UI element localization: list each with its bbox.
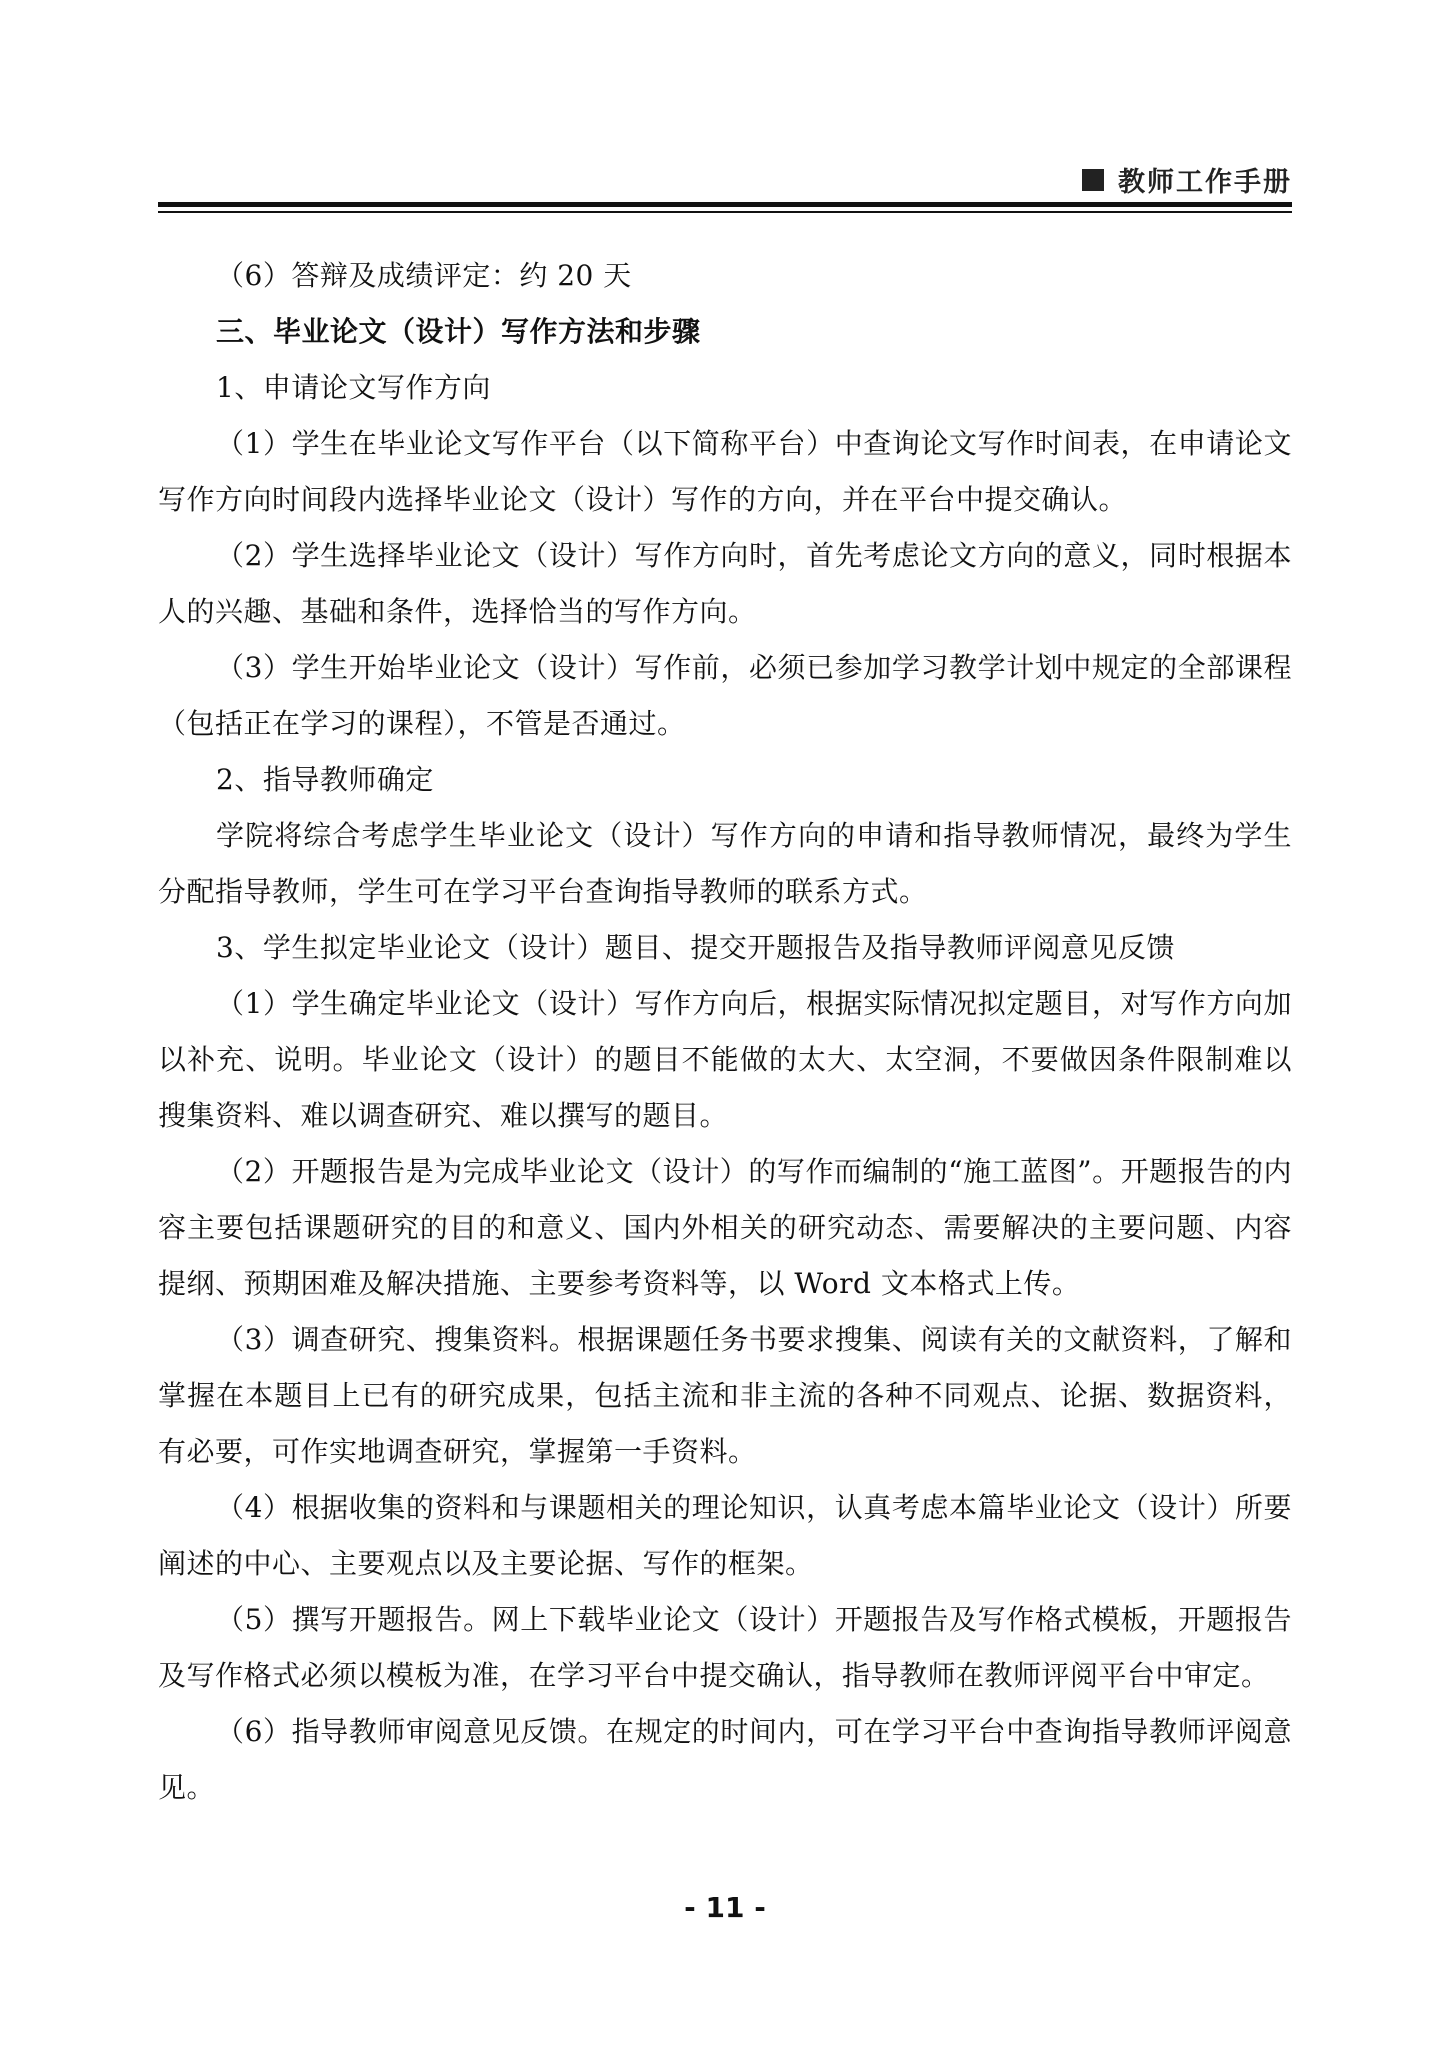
header-rule-thick (158, 202, 1292, 207)
subheading-1: 1、申请论文写作方向 (216, 371, 491, 404)
paragraph-3-6: （6）指导教师审阅意见反馈。在规定的时间内，可在学习平台中查询指导教师评阅意见。 (158, 1715, 1292, 1804)
paragraph-2: 学院将综合考虑学生毕业论文（设计）写作方向的申请和指导教师情况，最终为学生分配指导教师，学生可在学习平台查询指导教师的联系方式。 (158, 819, 1292, 908)
paragraph-item-6-timeline: （6）答辩及成绩评定：约 20 天 (216, 259, 632, 292)
section-heading-3: 三、毕业论文（设计）写作方法和步骤 (216, 315, 701, 348)
header-title: 教师工作手册 (1118, 167, 1292, 198)
paragraph-1-3: （3）学生开始毕业论文（设计）写作前，必须已参加学习教学计划中规定的全部课程（包括正在学习的课程），不管是否通过。 (158, 651, 1292, 740)
paragraph-3-1: （1）学生确定毕业论文（设计）写作方向后，根据实际情况拟定题目，对写作方向加以补充、说明。毕业论文（设计）的题目不能做的太大、太空洞，不要做因条件限制难以搜集资料、难以调查研究、难以撰写的题目。 (158, 987, 1292, 1132)
paragraph-3-2: （2）开题报告是为完成毕业论文（设计）的写作而编制的“施工蓝图”。开题报告的内容主要包括课题研究的目的和意义、国内外相关的研究动态、需要解决的主要问题、内容提纲、预期困难及解决措施、主要参考资料等，以 Word 文本格式上传。 (158, 1155, 1292, 1300)
paragraph-3-4: （4）根据收集的资料和与课题相关的理论知识，认真考虑本篇毕业论文（设计）所要阐述的中心、主要观点以及主要论据、写作的框架。 (158, 1491, 1292, 1580)
running-header (158, 158, 1292, 198)
paragraph-3-3: （3）调查研究、搜集资料。根据课题任务书要求搜集、阅读有关的文献资料，了解和掌握在本题目上已有的研究成果，包括主流和非主流的各种不同观点、论据、数据资料，有必要，可作实地调查研究，掌握第一手资料。 (158, 1323, 1292, 1468)
page-body (158, 248, 1292, 1816)
page-number: - 11 - (684, 1891, 766, 1924)
square-bullet-icon (1082, 169, 1104, 191)
paragraph-1-1: （1）学生在毕业论文写作平台（以下简称平台）中查询论文写作时间表，在申请论文写作方向时间段内选择毕业论文（设计）写作的方向，并在平台中提交确认。 (158, 427, 1292, 516)
paragraph-3-5: （5）撰写开题报告。网上下载毕业论文（设计）开题报告及写作格式模板，开题报告及写作格式必须以模板为准，在学习平台中提交确认，指导教师在教师评阅平台中审定。 (158, 1603, 1292, 1692)
subheading-3: 3、学生拟定毕业论文（设计）题目、提交开题报告及指导教师评阅意见反馈 (216, 931, 1175, 964)
subheading-2: 2、指导教师确定 (216, 763, 434, 796)
paragraph-1-2: （2）学生选择毕业论文（设计）写作方向时，首先考虑论文方向的意义，同时根据本人的兴趣、基础和条件，选择恰当的写作方向。 (158, 539, 1292, 628)
header-rule-thin (158, 211, 1292, 213)
header-title-wrap (1082, 160, 1292, 199)
